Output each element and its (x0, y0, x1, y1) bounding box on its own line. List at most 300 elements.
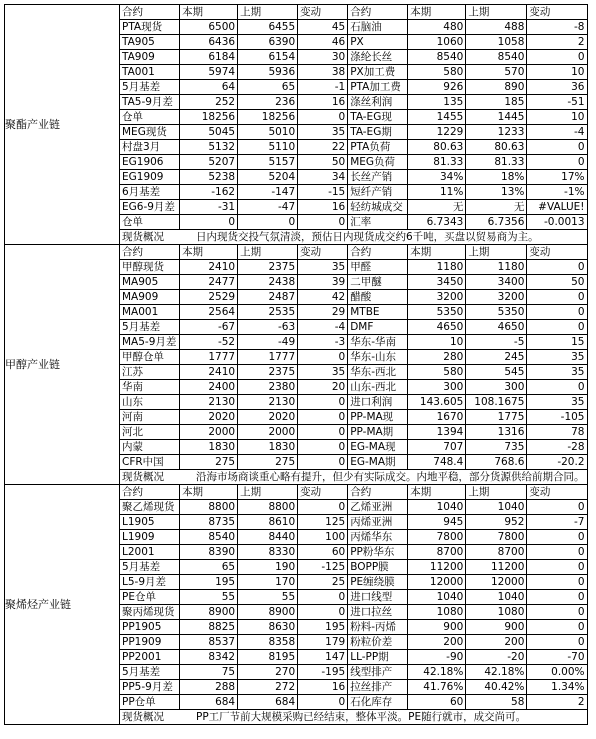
contract-cell: 5月基差 (120, 560, 180, 575)
contract-cell: 乙烯亚洲 (348, 500, 408, 515)
value-cell: 0 (298, 350, 348, 365)
contract-cell: 进口利润 (348, 395, 408, 410)
contract-cell: MEG负荷 (348, 155, 408, 170)
value-cell: 4650 (466, 320, 527, 335)
value-cell: 2375 (238, 260, 298, 275)
value-cell: 0 (298, 395, 348, 410)
column-header: 变动 (527, 245, 587, 260)
contract-cell: EG-MA期 (348, 455, 408, 470)
column-header: 上期 (466, 245, 527, 260)
value-cell: 0 (527, 605, 587, 620)
contract-cell: TA5-9月差 (120, 95, 180, 110)
contract-cell: 华东-西北 (348, 365, 408, 380)
value-cell: 22 (298, 140, 348, 155)
value-cell: -8 (527, 20, 587, 35)
value-cell: 0 (238, 215, 298, 230)
value-cell: 0 (298, 455, 348, 470)
value-cell: 6184 (180, 50, 238, 65)
value-cell: 236 (238, 95, 298, 110)
value-cell: 45 (298, 20, 348, 35)
contract-cell: 丙烯华东 (348, 530, 408, 545)
contract-cell: 粉粒价差 (348, 635, 408, 650)
contract-cell: PP粉华东 (348, 545, 408, 560)
contract-cell: 山东 (120, 395, 180, 410)
value-cell: 1316 (466, 425, 527, 440)
value-cell: -49 (238, 335, 298, 350)
value-cell: 0 (527, 590, 587, 605)
value-cell: 10 (527, 110, 587, 125)
contract-cell: EG1909 (120, 170, 180, 185)
contract-cell: CFR中国 (120, 455, 180, 470)
value-cell: 11200 (408, 560, 466, 575)
value-cell: -51 (527, 95, 587, 110)
column-header: 合约 (120, 485, 180, 500)
value-cell: 272 (238, 680, 298, 695)
column-header: 变动 (298, 485, 348, 500)
value-cell: 952 (466, 515, 527, 530)
value-cell: 170 (238, 575, 298, 590)
column-header: 变动 (527, 5, 587, 20)
contract-cell: PP5-9月差 (120, 680, 180, 695)
value-cell: 0 (527, 260, 587, 275)
value-cell: 8700 (408, 545, 466, 560)
value-cell: 75 (180, 665, 238, 680)
contract-cell: EG6-9月差 (120, 200, 180, 215)
value-cell: 5936 (238, 65, 298, 80)
contract-cell: 进口线型 (348, 590, 408, 605)
value-cell: 570 (466, 65, 527, 80)
section-label: 甲醇产业链 (5, 245, 120, 485)
value-cell: 8358 (238, 635, 298, 650)
value-cell: 60 (298, 545, 348, 560)
value-cell: 0 (527, 380, 587, 395)
value-cell: 125 (298, 515, 348, 530)
value-cell: 65 (180, 560, 238, 575)
value-cell: 12000 (466, 575, 527, 590)
contract-cell: PP2001 (120, 650, 180, 665)
value-cell: 3200 (466, 290, 527, 305)
value-cell: 6.7343 (408, 215, 466, 230)
contract-cell: 丙烯亚洲 (348, 515, 408, 530)
value-cell: 无 (408, 200, 466, 215)
value-cell: 3450 (408, 275, 466, 290)
value-cell: 0 (180, 215, 238, 230)
top-edge-mask (0, 0, 596, 4)
value-cell: 8735 (180, 515, 238, 530)
value-cell: 100 (298, 530, 348, 545)
contract-cell: 聚乙烯现货 (120, 500, 180, 515)
value-cell: -31 (180, 200, 238, 215)
value-cell: 1394 (408, 425, 466, 440)
value-cell: 0 (298, 695, 348, 710)
column-header: 变动 (527, 485, 587, 500)
column-header: 合约 (348, 245, 408, 260)
value-cell: #VALUE! (527, 200, 587, 215)
value-cell: 0 (298, 605, 348, 620)
value-cell: 900 (408, 620, 466, 635)
value-cell: 280 (408, 350, 466, 365)
value-cell: 0 (527, 545, 587, 560)
value-cell: 748.4 (408, 455, 466, 470)
contract-cell: 内蒙 (120, 440, 180, 455)
value-cell: 29 (298, 305, 348, 320)
value-cell: 195 (180, 575, 238, 590)
value-cell: 35 (298, 260, 348, 275)
contract-cell: 河北 (120, 425, 180, 440)
contract-cell: 5月基差 (120, 320, 180, 335)
value-cell: -5 (466, 335, 527, 350)
column-header: 变动 (298, 5, 348, 20)
value-cell: 50 (527, 275, 587, 290)
value-cell: 8540 (408, 50, 466, 65)
value-cell: -105 (527, 410, 587, 425)
value-cell: 8440 (238, 530, 298, 545)
value-cell: 8610 (238, 515, 298, 530)
value-cell: 488 (466, 20, 527, 35)
value-cell: -67 (180, 320, 238, 335)
value-cell: 252 (180, 95, 238, 110)
value-cell: 300 (466, 380, 527, 395)
value-cell: 60 (408, 695, 466, 710)
contract-cell: 村盘3月 (120, 140, 180, 155)
value-cell: 0 (527, 620, 587, 635)
value-cell: 1060 (408, 35, 466, 50)
value-cell: 1455 (408, 110, 466, 125)
contract-cell: 轻纺城成交 (348, 200, 408, 215)
value-cell: -90 (408, 650, 466, 665)
column-header: 本期 (408, 485, 466, 500)
summary-text: PP工厂节前大规模采购已经结束，整体平淡。PE随行就市，成交尚可。 (196, 711, 527, 723)
value-cell: 135 (408, 95, 466, 110)
header-row (5, 5, 588, 20)
value-cell: 16 (298, 680, 348, 695)
contract-cell: TA001 (120, 65, 180, 80)
contract-cell: MA909 (120, 290, 180, 305)
value-cell: 7800 (466, 530, 527, 545)
value-cell: -20 (466, 650, 527, 665)
value-cell: 580 (408, 65, 466, 80)
value-cell: 2 (527, 35, 587, 50)
value-cell: -28 (527, 440, 587, 455)
value-cell: 3200 (408, 290, 466, 305)
value-cell: 5238 (180, 170, 238, 185)
contract-cell: MA905 (120, 275, 180, 290)
column-header: 本期 (408, 245, 466, 260)
header-row (5, 245, 588, 260)
contract-cell: 石脑油 (348, 20, 408, 35)
value-cell: 2487 (238, 290, 298, 305)
value-cell: -1 (298, 80, 348, 95)
value-cell: 8630 (238, 620, 298, 635)
value-cell: 2130 (238, 395, 298, 410)
value-cell: 300 (408, 380, 466, 395)
value-cell: 190 (238, 560, 298, 575)
value-cell: 80.63 (466, 140, 527, 155)
value-cell: 108.1675 (466, 395, 527, 410)
value-cell: 926 (408, 80, 466, 95)
column-header: 合约 (348, 485, 408, 500)
value-cell: 545 (466, 365, 527, 380)
value-cell: 0 (298, 110, 348, 125)
column-header: 上期 (238, 5, 298, 20)
value-cell: 1040 (466, 590, 527, 605)
value-cell: 25 (298, 575, 348, 590)
contract-cell: 山东-西北 (348, 380, 408, 395)
value-cell: 81.33 (466, 155, 527, 170)
value-cell: 1777 (180, 350, 238, 365)
value-cell: 1670 (408, 410, 466, 425)
value-cell: 8390 (180, 545, 238, 560)
value-cell: 2410 (180, 260, 238, 275)
value-cell: 64 (180, 80, 238, 95)
value-cell: 4650 (408, 320, 466, 335)
value-cell: 5110 (238, 140, 298, 155)
value-cell: 0 (298, 590, 348, 605)
value-cell: 8900 (180, 605, 238, 620)
value-cell: 46 (298, 35, 348, 50)
value-cell: 38 (298, 65, 348, 80)
value-cell: 2564 (180, 305, 238, 320)
contract-cell: 长丝产销 (348, 170, 408, 185)
value-cell: 18% (466, 170, 527, 185)
value-cell: 8537 (180, 635, 238, 650)
contract-cell: MA001 (120, 305, 180, 320)
contract-cell: 汇率 (348, 215, 408, 230)
header-row (5, 485, 588, 500)
value-cell: 8900 (238, 605, 298, 620)
value-cell: 16 (298, 95, 348, 110)
value-cell: 1180 (466, 260, 527, 275)
value-cell: 275 (180, 455, 238, 470)
value-cell: 195 (298, 620, 348, 635)
contract-cell: PX加工费 (348, 65, 408, 80)
contract-cell: BOPP膜 (348, 560, 408, 575)
contract-cell: PE仓单 (120, 590, 180, 605)
contract-cell: 5月基差 (120, 665, 180, 680)
value-cell: 200 (466, 635, 527, 650)
contract-cell: 5月基差 (120, 80, 180, 95)
contract-cell: 醋酸 (348, 290, 408, 305)
value-cell: 2477 (180, 275, 238, 290)
value-cell: 0 (298, 425, 348, 440)
value-cell: 11200 (466, 560, 527, 575)
contract-cell: L1905 (120, 515, 180, 530)
value-cell: 0 (527, 560, 587, 575)
value-cell: -1% (527, 185, 587, 200)
contract-cell: PP1909 (120, 635, 180, 650)
column-header: 上期 (238, 245, 298, 260)
value-cell: 30 (298, 50, 348, 65)
value-cell: 1180 (408, 260, 466, 275)
value-cell: 0 (527, 500, 587, 515)
column-header: 上期 (466, 485, 527, 500)
value-cell: -7 (527, 515, 587, 530)
value-cell: 39 (298, 275, 348, 290)
value-cell: -195 (298, 665, 348, 680)
value-cell: 1058 (466, 35, 527, 50)
value-cell: 8825 (180, 620, 238, 635)
value-cell: 8195 (238, 650, 298, 665)
value-cell: -3 (298, 335, 348, 350)
value-cell: 1445 (466, 110, 527, 125)
value-cell: 78 (527, 425, 587, 440)
value-cell: 8342 (180, 650, 238, 665)
value-cell: 0 (298, 500, 348, 515)
value-cell: 65 (238, 80, 298, 95)
value-cell: 10 (527, 65, 587, 80)
contract-cell: 石化库存 (348, 695, 408, 710)
value-cell: 6390 (238, 35, 298, 50)
value-cell: 7800 (408, 530, 466, 545)
contract-cell: 二甲醚 (348, 275, 408, 290)
value-cell: 11% (408, 185, 466, 200)
value-cell: 1830 (238, 440, 298, 455)
value-cell: 2000 (180, 425, 238, 440)
contract-cell: 华东-华南 (348, 335, 408, 350)
value-cell: 41.76% (408, 680, 466, 695)
contract-cell: 江苏 (120, 365, 180, 380)
value-cell: 1040 (466, 500, 527, 515)
value-cell: 288 (180, 680, 238, 695)
contract-cell: L1909 (120, 530, 180, 545)
contract-cell: TA-EG期 (348, 125, 408, 140)
value-cell: 945 (408, 515, 466, 530)
contract-cell: 短纤产销 (348, 185, 408, 200)
value-cell: 8800 (180, 500, 238, 515)
value-cell: 5045 (180, 125, 238, 140)
value-cell: 147 (298, 650, 348, 665)
value-cell: 42.18% (466, 665, 527, 680)
value-cell: 2410 (180, 365, 238, 380)
value-cell: 6500 (180, 20, 238, 35)
contract-cell: 粉料-丙烯 (348, 620, 408, 635)
value-cell: 0 (527, 140, 587, 155)
value-cell: 1229 (408, 125, 466, 140)
contract-cell: TA905 (120, 35, 180, 50)
value-cell: 18256 (238, 110, 298, 125)
value-cell: -47 (238, 200, 298, 215)
value-cell: 无 (466, 200, 527, 215)
contract-cell: TA-EG现 (348, 110, 408, 125)
contract-cell: DMF (348, 320, 408, 335)
column-header: 本期 (180, 485, 238, 500)
contract-cell: PTA加工费 (348, 80, 408, 95)
contract-cell: 甲醇仓单 (120, 350, 180, 365)
value-cell: 5157 (238, 155, 298, 170)
contract-cell: L5-9月差 (120, 575, 180, 590)
value-cell: 20 (298, 380, 348, 395)
summary-label: 现货概况 (122, 231, 164, 243)
value-cell: 2380 (238, 380, 298, 395)
contract-cell: 拉丝排产 (348, 680, 408, 695)
contract-cell: PP-MA现 (348, 410, 408, 425)
value-cell: 13% (466, 185, 527, 200)
column-header: 本期 (180, 245, 238, 260)
value-cell: 1080 (408, 605, 466, 620)
value-cell: 0 (527, 50, 587, 65)
value-cell: 275 (238, 455, 298, 470)
value-cell: 0 (527, 290, 587, 305)
value-cell: -125 (298, 560, 348, 575)
value-cell: 0 (527, 305, 587, 320)
value-cell: 0 (527, 635, 587, 650)
contract-cell: LL-PP期 (348, 650, 408, 665)
value-cell: 6154 (238, 50, 298, 65)
value-cell: 6.7356 (466, 215, 527, 230)
value-cell: 8540 (466, 50, 527, 65)
column-header: 变动 (298, 245, 348, 260)
value-cell: 1233 (466, 125, 527, 140)
value-cell: 2020 (238, 410, 298, 425)
value-cell: 6455 (238, 20, 298, 35)
value-cell: 55 (238, 590, 298, 605)
value-cell: 580 (408, 365, 466, 380)
value-cell: 5350 (466, 305, 527, 320)
summary-cell (120, 710, 588, 725)
contract-cell: 仓单 (120, 110, 180, 125)
value-cell: 15 (527, 335, 587, 350)
summary-cell (120, 230, 588, 245)
value-cell: 35 (527, 350, 587, 365)
value-cell: 5010 (238, 125, 298, 140)
value-cell: 40.42% (466, 680, 527, 695)
value-cell: 1040 (408, 500, 466, 515)
contract-cell: 甲醛 (348, 260, 408, 275)
contract-cell: L2001 (120, 545, 180, 560)
value-cell: -15 (298, 185, 348, 200)
contract-cell: PX (348, 35, 408, 50)
value-cell: 35 (298, 365, 348, 380)
contract-cell: 甲醇现货 (120, 260, 180, 275)
value-cell: 684 (180, 695, 238, 710)
value-cell: -0.0013 (527, 215, 587, 230)
column-header: 合约 (120, 5, 180, 20)
value-cell: 17% (527, 170, 587, 185)
value-cell: -70 (527, 650, 587, 665)
value-cell: 0 (527, 530, 587, 545)
value-cell: 2020 (180, 410, 238, 425)
contract-cell: 涤纶长丝 (348, 50, 408, 65)
column-header: 合约 (120, 245, 180, 260)
value-cell: 3400 (466, 275, 527, 290)
value-cell: 42.18% (408, 665, 466, 680)
value-cell: 2000 (238, 425, 298, 440)
contract-cell: EG1906 (120, 155, 180, 170)
summary-text: 沿海市场商谈重心略有提升，但少有实际成交。内地平稳，部分货源供给前期合同。 (196, 471, 585, 483)
contract-cell: PP仓单 (120, 695, 180, 710)
value-cell: 185 (466, 95, 527, 110)
value-cell: 12000 (408, 575, 466, 590)
value-cell: 81.33 (408, 155, 466, 170)
value-cell: 8540 (180, 530, 238, 545)
value-cell: 35 (527, 395, 587, 410)
value-cell: 1777 (238, 350, 298, 365)
value-cell: 0 (527, 320, 587, 335)
value-cell: 10 (408, 335, 466, 350)
value-cell: 0 (527, 155, 587, 170)
value-cell: 2400 (180, 380, 238, 395)
value-cell: -20.2 (527, 455, 587, 470)
value-cell: 2130 (180, 395, 238, 410)
column-header: 上期 (238, 485, 298, 500)
value-cell: 1.34% (527, 680, 587, 695)
section-label: 聚酯产业链 (5, 5, 120, 245)
summary-text: 日内现货交投气氛清淡，预估日内现货成交约6千吨，买盘以贸易商为主。 (196, 231, 539, 243)
value-cell: 34% (408, 170, 466, 185)
value-cell: 16 (298, 200, 348, 215)
value-cell: 179 (298, 635, 348, 650)
contract-cell: 华南 (120, 380, 180, 395)
